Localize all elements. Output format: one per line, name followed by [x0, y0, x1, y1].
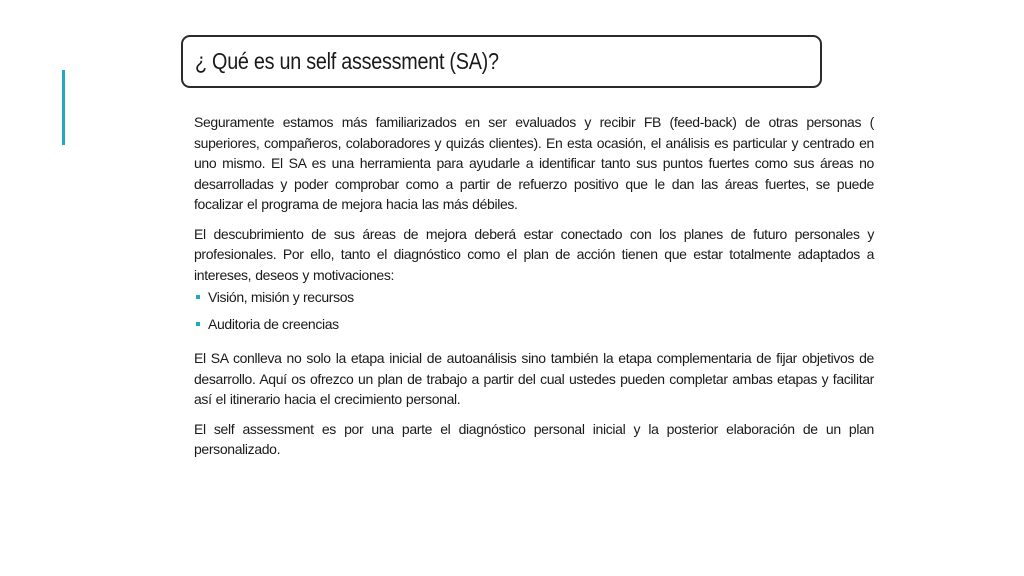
slide-title: ¿ Qué es un self assessment (SA)?	[195, 48, 499, 74]
paragraph-improvement-areas: El descubrimiento de sus áreas de mejora deberá estar conectado con los planes de futuro personales y profesionales. Por ello, tanto el diagnóstico como el plan de acción tienen que estar totalmente adaptados a intereses, deseos y motivaciones:	[194, 225, 874, 283]
accent-bar	[62, 70, 65, 145]
bullet-list	[194, 287, 874, 334]
list-item-label: Auditoria de creencias	[208, 316, 339, 332]
list-item	[194, 314, 874, 334]
title-box	[181, 35, 822, 88]
bullet-square-icon	[196, 295, 200, 299]
list-item	[194, 287, 874, 307]
paragraph-intro: Seguramente estamos más familiarizados en ser evaluados y recibir FB (feed-back) de otras personas ( superiores, compañeros, colaboradores y quizás clientes). En esta ocasión, el análisis es particular y centrado en uno mismo. El SA es una herramienta para ayudarle a identificar tanto sus puntos fuertes como sus áreas no desarrolladas y poder comprobar como a partir de refuerzo positivo que le dan las áreas fuertes, se puede focalizar el programa de mejora hacia las más débiles.	[194, 114, 874, 212]
slide-body	[194, 112, 874, 469]
bullet-square-icon	[196, 322, 200, 326]
paragraph-conclusion: El self assessment es por una parte el diagnóstico personal inicial y la posterior elaboración de un plan personalizado.	[194, 420, 874, 457]
list-item-label: Visión, misión y recursos	[208, 289, 354, 305]
paragraph-stages: El SA conlleva no solo la etapa inicial de autoanálisis sino también la etapa complementaria de fijar objetivos de desarrollo. Aquí os ofrezco un plan de trabajo a partir del cual ustedes pueden completar ambas etapas y facilitar así el itinerario hacia el crecimiento personal.	[194, 350, 874, 407]
